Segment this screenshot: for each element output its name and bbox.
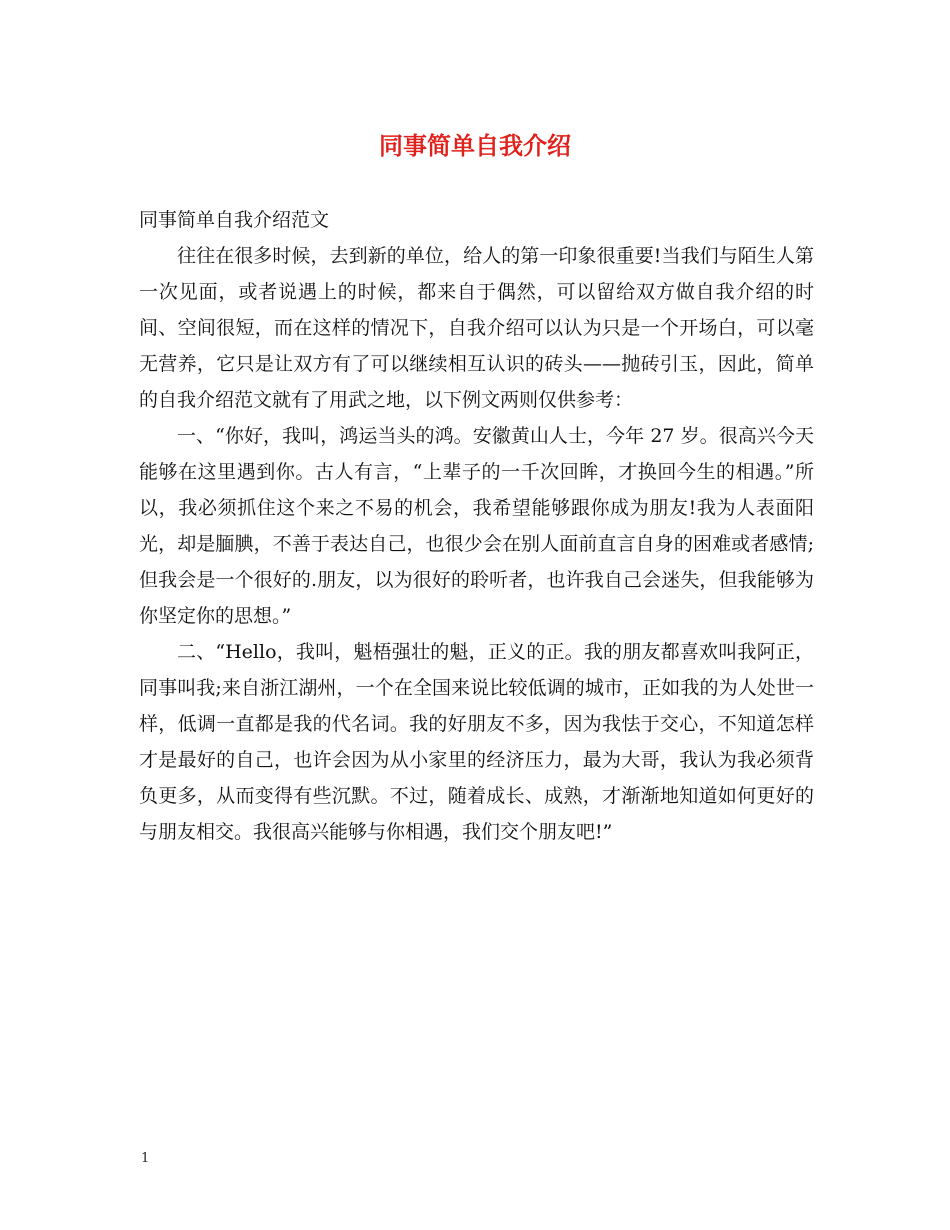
intro-paragraph: 往往在很多时候，去到新的单位，给人的第一印象很重要!当我们与陌生人第一次见面，或者说遇上的时候，都来自于偶然，可以留给双方做自我介绍的时间、空间很短，而在这样的情况下，自我介绍可以认为只是一个开场白，可以毫无营养，它只是让双方有了可以继续相互认识的砖头——抛砖引玉，因此，简单的自我介绍范文就有了用武之地，以下例文两则仅供参考： (139, 245, 814, 411)
example-one-paragraph: 一、“你好，我叫，鸿运当头的鸿。安徽黄山人士，今年 27 岁。很高兴今天能够在这里遇到你。古人有言，“上辈子的一千次回眸，才换回今生的相遇。”所以，我必须抓住这个来之不易的机会，我希望能够跟你成为朋友!我为人表面阳光，却是腼腆，不善于表达自己，也很少会在别人面前直言自身的困难或者感情;但我会是一个很好的.朋友，以为很好的聆听者，也许我自己会迷失，但我能够为你坚定你的思想。” (139, 425, 814, 627)
page-number: 1 (141, 1151, 150, 1166)
document-subtitle: 同事简单自我介绍范文 (139, 209, 330, 231)
document-body (139, 202, 814, 850)
document-title: 同事简单自我介绍 (379, 131, 571, 160)
example-two-paragraph: 二、“Hello，我叫，魁梧强壮的魁，正义的正。我的朋友都喜欢叫我阿正，同事叫我;来自浙江湖州，一个在全国来说比较低调的城市，正如我的为人处世一样，低调一直都是我的代名词。我的好朋友不多，因为我怯于交心，不知道怎样才是最好的自己，也许会因为从小家里的经济压力，最为大哥，我认为我必须背负更多，从而变得有些沉默。不过，随着成长、成熟，才渐渐地知道如何更好的与朋友相交。我很高兴能够与你相遇，我们交个朋友吧!” (139, 641, 814, 843)
